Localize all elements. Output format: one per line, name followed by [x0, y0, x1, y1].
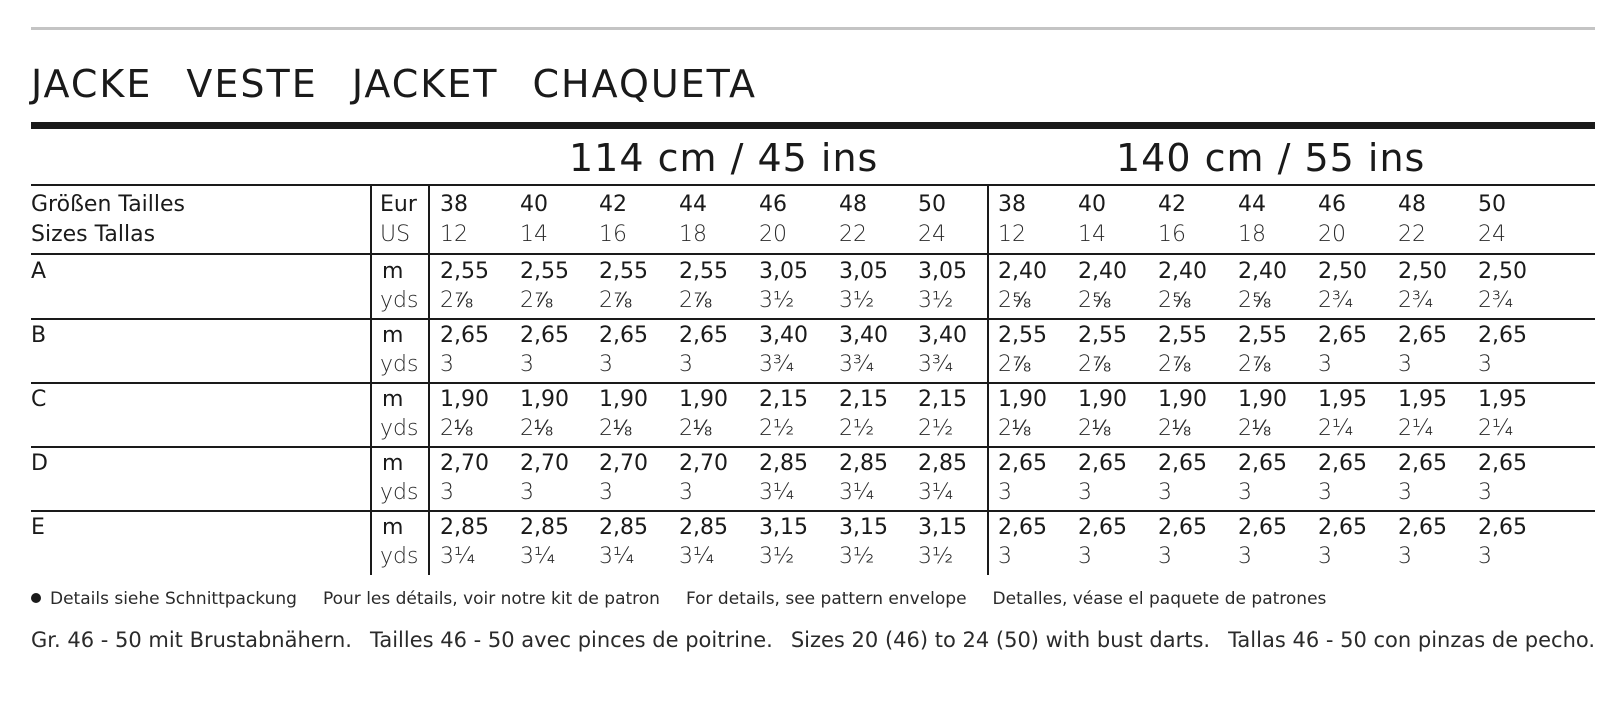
meters-value: 2,65	[1158, 451, 1207, 476]
row-divider	[31, 253, 1595, 255]
yards-value: 2⅞	[520, 288, 553, 313]
yards-value: 3¼	[839, 480, 875, 505]
size-column-divider	[428, 185, 430, 575]
meters-value: 2,50	[1398, 259, 1447, 284]
meters-value: 2,55	[1078, 323, 1127, 348]
size-label-line1: Größen Tailles	[31, 192, 186, 217]
yards-value: 2½	[918, 416, 954, 441]
size-us: 24	[1478, 222, 1506, 247]
size-us: 14	[1078, 222, 1106, 247]
title-de: JACKE	[31, 62, 153, 106]
size-label-line2: Sizes Tallas	[31, 222, 156, 247]
meters-value: 2,85	[520, 515, 569, 540]
meters-value: 3,15	[918, 515, 967, 540]
yards-value: 3	[1158, 544, 1172, 569]
size-us: 18	[679, 222, 707, 247]
meters-value: 2,65	[679, 323, 728, 348]
meters-value: 1,90	[520, 387, 569, 412]
yards-value: 2⅞	[679, 288, 712, 313]
meters-value: 2,65	[599, 323, 648, 348]
yards-value: 3	[1478, 544, 1492, 569]
yards-value: 2⅝	[1158, 288, 1191, 313]
meters-value: 2,70	[520, 451, 569, 476]
size-us: 12	[440, 222, 468, 247]
size-eur: 38	[998, 192, 1026, 217]
bullet-icon	[31, 593, 41, 603]
yards-value: 3¼	[440, 544, 476, 569]
yards-value: 3	[1238, 480, 1252, 505]
meters-value: 2,65	[440, 323, 489, 348]
view-label: E	[31, 515, 45, 540]
meters-value: 2,65	[1158, 515, 1207, 540]
row-divider	[31, 184, 1595, 186]
yards-value: 3½	[918, 288, 954, 313]
size-eur: 50	[1478, 192, 1506, 217]
unit-yds: yds	[380, 288, 419, 313]
meters-value: 2,40	[1238, 259, 1287, 284]
yards-value: 3	[1478, 480, 1492, 505]
yards-value: 3	[1318, 480, 1332, 505]
yards-value: 3¾	[918, 352, 954, 377]
yards-value: 3	[520, 352, 534, 377]
yards-value: 3¼	[679, 544, 715, 569]
yards-value: 3¼	[520, 544, 556, 569]
size-eur: 48	[839, 192, 867, 217]
yards-value: 3	[1078, 544, 1092, 569]
meters-value: 2,55	[998, 323, 1047, 348]
size-us: 16	[599, 222, 627, 247]
meters-value: 2,65	[1238, 515, 1287, 540]
size-eur: 44	[679, 192, 707, 217]
yards-value: 2⅛	[440, 416, 473, 441]
meters-value: 2,65	[1318, 451, 1367, 476]
yards-value: 3¼	[759, 480, 795, 505]
fabric-width-140: 140 cm / 55 ins	[1116, 136, 1426, 180]
yards-value: 3¾	[839, 352, 875, 377]
yards-value: 2½	[759, 416, 795, 441]
size-eur: 42	[1158, 192, 1186, 217]
meters-value: 2,65	[998, 451, 1047, 476]
yards-value: 3	[440, 352, 454, 377]
meters-value: 2,85	[918, 451, 967, 476]
yards-value: 2⅝	[998, 288, 1031, 313]
yards-value: 2⅛	[998, 416, 1031, 441]
yards-value: 3	[1478, 352, 1492, 377]
meters-value: 2,65	[1078, 451, 1127, 476]
footnote-en: For details, see pattern envelope	[685, 589, 967, 609]
yards-value: 3¼	[918, 480, 954, 505]
meters-value: 1,95	[1318, 387, 1367, 412]
meters-value: 2,40	[1078, 259, 1127, 284]
meters-value: 1,95	[1478, 387, 1527, 412]
unit-m: m	[382, 515, 404, 540]
bust-darts-es: Tallas 46 - 50 con pinzas de pecho.	[1228, 628, 1596, 652]
meters-value: 3,05	[839, 259, 888, 284]
yards-value: 2⅞	[440, 288, 473, 313]
yards-value: 3	[1398, 544, 1412, 569]
unit-m: m	[382, 259, 404, 284]
yards-value: 2⅞	[1078, 352, 1111, 377]
yards-value: 2¾	[1398, 288, 1434, 313]
meters-value: 2,65	[1478, 515, 1527, 540]
meters-value: 2,55	[520, 259, 569, 284]
meters-value: 2,85	[440, 515, 489, 540]
yards-value: 3	[1318, 544, 1332, 569]
view-label: D	[31, 451, 48, 476]
meters-value: 2,55	[679, 259, 728, 284]
yards-value: 2¼	[1478, 416, 1514, 441]
view-label: A	[31, 259, 47, 284]
title-underline	[31, 122, 1595, 129]
size-us: 22	[839, 222, 867, 247]
yards-value: 3½	[918, 544, 954, 569]
meters-value: 3,40	[839, 323, 888, 348]
view-label: C	[31, 387, 47, 412]
meters-value: 2,65	[998, 515, 1047, 540]
yards-value: 3	[520, 480, 534, 505]
meters-value: 2,40	[1158, 259, 1207, 284]
size-eur: 42	[599, 192, 627, 217]
meters-value: 1,95	[1398, 387, 1447, 412]
meters-value: 2,65	[1238, 451, 1287, 476]
yards-value: 3½	[839, 288, 875, 313]
title-en: JACKET	[351, 62, 499, 106]
footnote-fr: Pour les détails, voir notre kit de patron	[322, 589, 660, 609]
bust-darts-de: Gr. 46 - 50 mit Brustabnähern.	[31, 628, 352, 652]
yards-value: 3	[1398, 352, 1412, 377]
yards-value: 2⅛	[1158, 416, 1191, 441]
unit-column-divider	[370, 185, 372, 575]
footnote-de: Details siehe Schnittpackung	[50, 589, 297, 609]
unit-eur: Eur	[380, 192, 417, 217]
size-eur: 46	[1318, 192, 1346, 217]
yards-value: 3½	[759, 544, 795, 569]
bust-darts-fr: Tailles 46 - 50 avec pinces de poitrine.	[369, 628, 773, 652]
meters-value: 1,90	[679, 387, 728, 412]
meters-value: 2,15	[918, 387, 967, 412]
size-us: 12	[998, 222, 1026, 247]
meters-value: 2,65	[520, 323, 569, 348]
size-us: 18	[1238, 222, 1266, 247]
meters-value: 2,70	[679, 451, 728, 476]
meters-value: 1,90	[599, 387, 648, 412]
yards-value: 2⅞	[998, 352, 1031, 377]
meters-value: 2,85	[599, 515, 648, 540]
yards-value: 2¾	[1318, 288, 1354, 313]
yards-value: 3	[1158, 480, 1172, 505]
yards-value: 2⅝	[1238, 288, 1271, 313]
view-label: B	[31, 323, 47, 348]
meters-value: 3,15	[759, 515, 808, 540]
meters-value: 3,40	[759, 323, 808, 348]
title-fr: VESTE	[186, 62, 318, 106]
yards-value: 2⅛	[520, 416, 553, 441]
page-title	[31, 62, 757, 106]
size-us: 14	[520, 222, 548, 247]
meters-value: 2,50	[1318, 259, 1367, 284]
yards-value: 3	[679, 480, 693, 505]
meters-value: 2,65	[1318, 323, 1367, 348]
size-us: 24	[918, 222, 946, 247]
yards-value: 2⅛	[679, 416, 712, 441]
yards-value: 2¾	[1478, 288, 1514, 313]
size-us: 20	[1318, 222, 1346, 247]
size-us: 20	[759, 222, 787, 247]
yards-value: 3	[599, 480, 613, 505]
unit-us: US	[380, 222, 411, 247]
meters-value: 1,90	[1158, 387, 1207, 412]
yards-value: 2⅝	[1078, 288, 1111, 313]
row-divider	[31, 510, 1595, 512]
bust-darts-en: Sizes 20 (46) to 24 (50) with bust darts.	[790, 628, 1211, 652]
meters-value: 2,55	[1238, 323, 1287, 348]
yards-value: 2⅛	[1078, 416, 1111, 441]
meters-value: 2,65	[1078, 515, 1127, 540]
meters-value: 1,90	[1078, 387, 1127, 412]
size-eur: 50	[918, 192, 946, 217]
title-es: CHAQUETA	[532, 62, 757, 106]
yards-value: 2¼	[1398, 416, 1434, 441]
meters-value: 1,90	[440, 387, 489, 412]
unit-yds: yds	[380, 352, 419, 377]
unit-yds: yds	[380, 416, 419, 441]
yards-value: 2⅛	[1238, 416, 1271, 441]
meters-value: 2,65	[1478, 451, 1527, 476]
meters-value: 2,70	[599, 451, 648, 476]
meters-value: 2,55	[1158, 323, 1207, 348]
meters-value: 3,05	[918, 259, 967, 284]
meters-value: 1,90	[998, 387, 1047, 412]
size-eur: 44	[1238, 192, 1266, 217]
yards-value: 3	[679, 352, 693, 377]
meters-value: 2,55	[440, 259, 489, 284]
meters-value: 2,15	[759, 387, 808, 412]
yards-value: 2⅞	[1158, 352, 1191, 377]
meters-value: 2,85	[679, 515, 728, 540]
meters-value: 3,05	[759, 259, 808, 284]
unit-m: m	[382, 323, 404, 348]
size-us: 22	[1398, 222, 1426, 247]
yards-value: 3½	[759, 288, 795, 313]
yards-value: 2½	[839, 416, 875, 441]
bust-darts-note	[31, 628, 1595, 652]
unit-m: m	[382, 387, 404, 412]
top-divider	[31, 27, 1595, 30]
yards-value: 2¼	[1318, 416, 1354, 441]
meters-value: 2,65	[1398, 515, 1447, 540]
yards-value: 3	[998, 544, 1012, 569]
size-eur: 46	[759, 192, 787, 217]
size-eur: 40	[520, 192, 548, 217]
unit-yds: yds	[380, 480, 419, 505]
yards-value: 2⅞	[1238, 352, 1271, 377]
size-eur: 38	[440, 192, 468, 217]
row-divider	[31, 446, 1595, 448]
size-eur: 40	[1078, 192, 1106, 217]
meters-value: 2,55	[599, 259, 648, 284]
yards-value: 2⅞	[599, 288, 632, 313]
meters-value: 1,90	[1238, 387, 1287, 412]
yards-value: 3	[1398, 480, 1412, 505]
meters-value: 2,65	[1398, 323, 1447, 348]
meters-value: 3,40	[918, 323, 967, 348]
meters-value: 2,65	[1398, 451, 1447, 476]
footnote	[31, 589, 1326, 609]
row-divider	[31, 382, 1595, 384]
size-us: 16	[1158, 222, 1186, 247]
meters-value: 3,15	[839, 515, 888, 540]
row-divider	[31, 318, 1595, 320]
yards-value: 3½	[839, 544, 875, 569]
yards-value: 3	[599, 352, 613, 377]
yards-value: 3	[1318, 352, 1332, 377]
meters-value: 2,65	[1318, 515, 1367, 540]
yards-value: 3	[1238, 544, 1252, 569]
meters-value: 2,50	[1478, 259, 1527, 284]
yards-value: 2⅛	[599, 416, 632, 441]
meters-value: 2,85	[839, 451, 888, 476]
yards-value: 3	[440, 480, 454, 505]
yards-value: 3¼	[599, 544, 635, 569]
meters-value: 2,65	[1478, 323, 1527, 348]
meters-value: 2,85	[759, 451, 808, 476]
unit-yds: yds	[380, 544, 419, 569]
fabric-width-114: 114 cm / 45 ins	[569, 136, 879, 180]
meters-value: 2,40	[998, 259, 1047, 284]
meters-value: 2,15	[839, 387, 888, 412]
footnote-es: Detalles, véase el paquete de patrones	[992, 589, 1327, 609]
yards-value: 3	[998, 480, 1012, 505]
meters-value: 2,70	[440, 451, 489, 476]
width-group-divider	[987, 185, 989, 575]
size-eur: 48	[1398, 192, 1426, 217]
unit-m: m	[382, 451, 404, 476]
yards-value: 3	[1078, 480, 1092, 505]
yards-value: 3¾	[759, 352, 795, 377]
